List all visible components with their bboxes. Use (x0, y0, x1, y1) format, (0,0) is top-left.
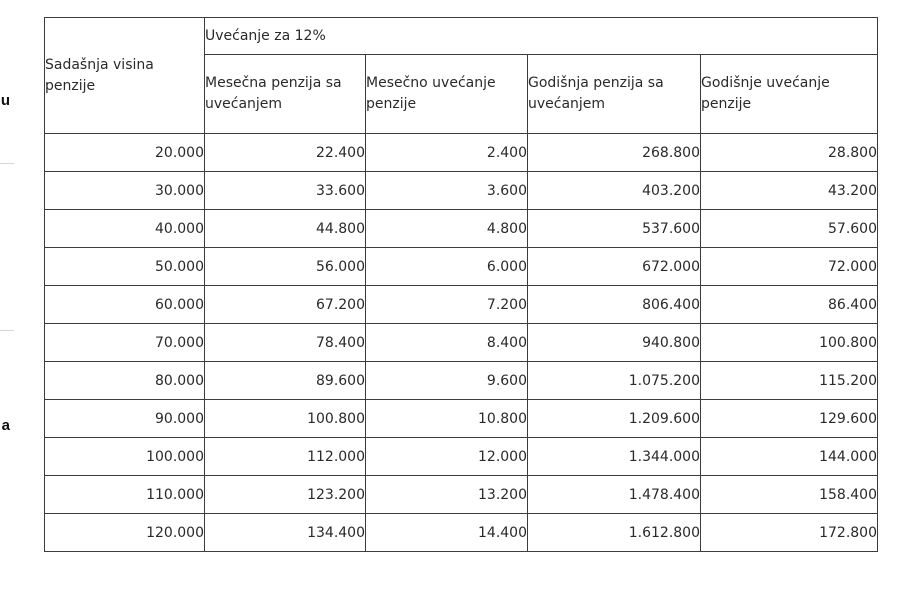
monthly-increase-cell: 12.000 (366, 438, 528, 476)
monthly-increase-cell: 8.400 (366, 324, 528, 362)
annual-increase-cell: 129.600 (701, 400, 878, 438)
table-row (45, 172, 878, 210)
annual-increase-cell: 86.400 (701, 286, 878, 324)
monthly-pension-with-increase-cell: 67.200 (205, 286, 366, 324)
header-monthly-increase: Mesečno uvećanje penzije (366, 55, 528, 134)
header-annual-pension-with-increase: Godišnja penzija sa uvećanjem (528, 55, 701, 134)
monthly-pension-with-increase-cell: 33.600 (205, 172, 366, 210)
annual-increase-cell: 115.200 (701, 362, 878, 400)
monthly-increase-cell: 14.400 (366, 514, 528, 552)
table-row (45, 248, 878, 286)
annual-pension-with-increase-cell: 1.075.200 (528, 362, 701, 400)
annual-pension-with-increase-cell: 1.209.600 (528, 400, 701, 438)
cropped-text-fragment: a (1, 417, 10, 434)
monthly-pension-with-increase-cell: 44.800 (205, 210, 366, 248)
annual-increase-cell: 72.000 (701, 248, 878, 286)
monthly-pension-with-increase-cell: 89.600 (205, 362, 366, 400)
annual-pension-with-increase-cell: 806.400 (528, 286, 701, 324)
table-row (45, 438, 878, 476)
annual-pension-with-increase-cell: 268.800 (528, 134, 701, 172)
table-row (45, 476, 878, 514)
table-row (45, 286, 878, 324)
monthly-increase-cell: 7.200 (366, 286, 528, 324)
monthly-pension-with-increase-cell: 112.000 (205, 438, 366, 476)
header-increase-group: Uvećanje za 12% (205, 18, 878, 55)
current-pension-cell: 40.000 (45, 210, 205, 248)
annual-pension-with-increase-cell: 537.600 (528, 210, 701, 248)
table-row (45, 514, 878, 552)
annual-increase-cell: 57.600 (701, 210, 878, 248)
table-body (45, 134, 878, 552)
monthly-increase-cell: 2.400 (366, 134, 528, 172)
current-pension-cell: 100.000 (45, 438, 205, 476)
current-pension-cell: 50.000 (45, 248, 205, 286)
pension-increase-table (44, 17, 878, 552)
table-row (45, 134, 878, 172)
annual-pension-with-increase-cell: 403.200 (528, 172, 701, 210)
current-pension-cell: 90.000 (45, 400, 205, 438)
current-pension-cell: 110.000 (45, 476, 205, 514)
table-row (45, 324, 878, 362)
annual-increase-cell: 43.200 (701, 172, 878, 210)
header-annual-increase: Godišnje uvećanje penzije (701, 55, 878, 134)
monthly-increase-cell: 9.600 (366, 362, 528, 400)
monthly-pension-with-increase-cell: 78.400 (205, 324, 366, 362)
cropped-divider (0, 163, 14, 164)
monthly-pension-with-increase-cell: 100.800 (205, 400, 366, 438)
annual-increase-cell: 172.800 (701, 514, 878, 552)
cropped-divider (0, 330, 14, 331)
monthly-pension-with-increase-cell: 123.200 (205, 476, 366, 514)
annual-pension-with-increase-cell: 940.800 (528, 324, 701, 362)
monthly-increase-cell: 6.000 (366, 248, 528, 286)
annual-increase-cell: 158.400 (701, 476, 878, 514)
monthly-pension-with-increase-cell: 22.400 (205, 134, 366, 172)
cropped-text-fragment: u (0, 92, 10, 109)
table-header (45, 18, 878, 134)
monthly-increase-cell: 4.800 (366, 210, 528, 248)
header-monthly-pension-with-increase: Mesečna penzija sa uvećanjem (205, 55, 366, 134)
monthly-increase-cell: 10.800 (366, 400, 528, 438)
current-pension-cell: 80.000 (45, 362, 205, 400)
monthly-pension-with-increase-cell: 134.400 (205, 514, 366, 552)
annual-increase-cell: 100.800 (701, 324, 878, 362)
table-row (45, 362, 878, 400)
annual-pension-with-increase-cell: 1.478.400 (528, 476, 701, 514)
annual-increase-cell: 28.800 (701, 134, 878, 172)
monthly-increase-cell: 3.600 (366, 172, 528, 210)
annual-increase-cell: 144.000 (701, 438, 878, 476)
monthly-pension-with-increase-cell: 56.000 (205, 248, 366, 286)
current-pension-cell: 60.000 (45, 286, 205, 324)
current-pension-cell: 30.000 (45, 172, 205, 210)
current-pension-cell: 20.000 (45, 134, 205, 172)
monthly-increase-cell: 13.200 (366, 476, 528, 514)
annual-pension-with-increase-cell: 1.344.000 (528, 438, 701, 476)
table-row (45, 210, 878, 248)
header-current-pension: Sadašnja visina penzije (45, 18, 205, 134)
current-pension-cell: 70.000 (45, 324, 205, 362)
annual-pension-with-increase-cell: 1.612.800 (528, 514, 701, 552)
annual-pension-with-increase-cell: 672.000 (528, 248, 701, 286)
table-row (45, 400, 878, 438)
current-pension-cell: 120.000 (45, 514, 205, 552)
